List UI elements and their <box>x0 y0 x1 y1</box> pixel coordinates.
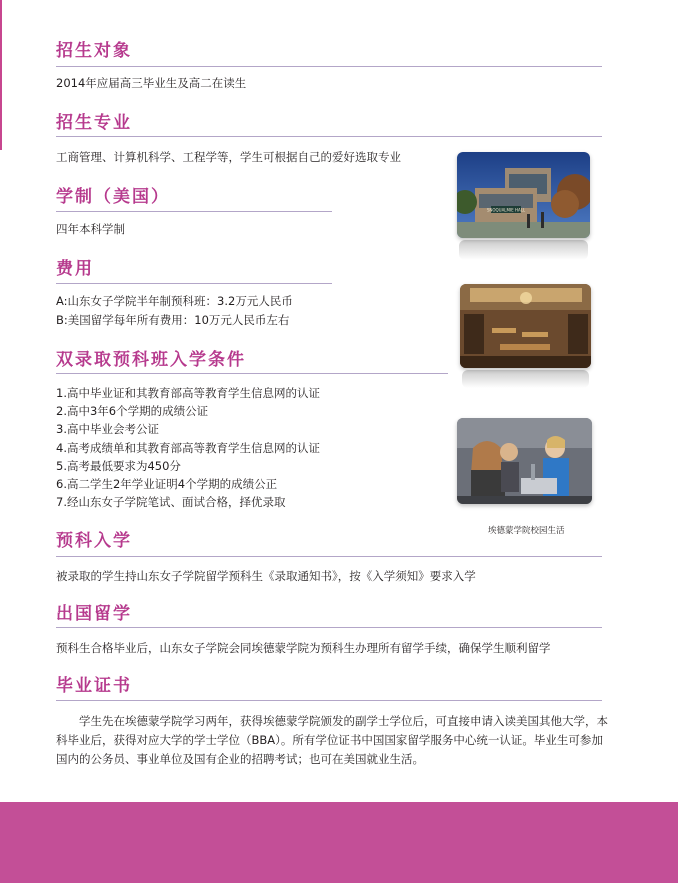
divider-program <box>56 211 332 212</box>
majors-text: 工商管理、计算机科学、工程学等，学生可根据自己的爱好选取专业 <box>56 150 401 164</box>
divider-study-abroad <box>56 627 602 628</box>
heading-prep-entry: 预科入学 <box>56 531 132 551</box>
study-abroad-text: 预科生合格毕业后，山东女子学院会同埃德蒙学院为预科生办理所有留学手续，确保学生顺利留学 <box>56 641 551 655</box>
heading-diploma: 毕业证书 <box>56 676 132 696</box>
fees-line-b: B:美国留学每年所有费用：10万元人民币左右 <box>56 313 290 327</box>
heading-majors: 招生专业 <box>56 113 132 133</box>
divider-admission <box>56 373 448 374</box>
divider-majors <box>56 136 602 137</box>
divider-diploma <box>56 700 602 701</box>
admission-item: 6.高二学生2年学业证明4个学期的成绩公正 <box>56 477 278 492</box>
admission-item: 3.高中毕业会考公证 <box>56 422 159 437</box>
heading-admission: 双录取预科班入学条件 <box>56 350 246 370</box>
admission-item: 7.经山东女子学院笔试、面试合格，择优录取 <box>56 495 286 510</box>
admission-item: 2.高中3年6个学期的成绩公证 <box>56 404 209 419</box>
photo-reflection <box>462 370 589 388</box>
footer-color-band <box>0 802 678 883</box>
heading-study-abroad: 出国留学 <box>56 604 132 624</box>
admission-item: 1.高中毕业证和其教育部高等教育学生信息网的认证 <box>56 386 320 400</box>
students-lab-photo <box>457 418 592 504</box>
photo-reflection <box>459 240 588 260</box>
divider-fees <box>56 283 332 284</box>
heading-fees: 费用 <box>56 259 94 279</box>
admission-requirements-list <box>56 384 320 511</box>
program-text: 四年本科学制 <box>56 222 125 236</box>
building-sign-label: SNOQUALMIE HALL <box>486 207 526 213</box>
edge-accent-bar <box>0 0 2 150</box>
divider-prep-entry <box>56 556 602 557</box>
admission-item: 5.高考最低要求为450分 <box>56 458 181 473</box>
prep-entry-text: 被录取的学生持山东女子学院留学预科生《录取通知书》，按《入学须知》要求入学 <box>56 569 476 583</box>
heading-enrollment-target: 招生对象 <box>56 41 132 61</box>
library-interior-photo <box>460 284 591 368</box>
heading-program: 学制（美国） <box>56 187 170 207</box>
fees-line-a: A:山东女子学院半年制预科班：3.2万元人民币 <box>56 294 293 308</box>
photo-caption: 埃德蒙学院校园生活 <box>488 526 565 536</box>
divider-enrollment-target <box>56 66 602 67</box>
admission-item: 4.高考成绩单和其教育部高等教育学生信息网的认证 <box>56 440 320 455</box>
diploma-text: 学生先在埃德蒙学院学习两年，获得埃德蒙学院颁发的副学士学位后，可直接申请入读美国其他大学，本科毕业后，获得对应大学的学士学位（BBA）。所有学位证书中国国家留学服务中心统一认证。毕业生可参加国内的公务员、事业单位及国有企业的招聘考试；也可在美国就业生活。 <box>56 714 608 766</box>
campus-building-photo <box>457 152 590 238</box>
enrollment-target-text: 2014年应届高三毕业生及高二在读生 <box>56 76 247 90</box>
